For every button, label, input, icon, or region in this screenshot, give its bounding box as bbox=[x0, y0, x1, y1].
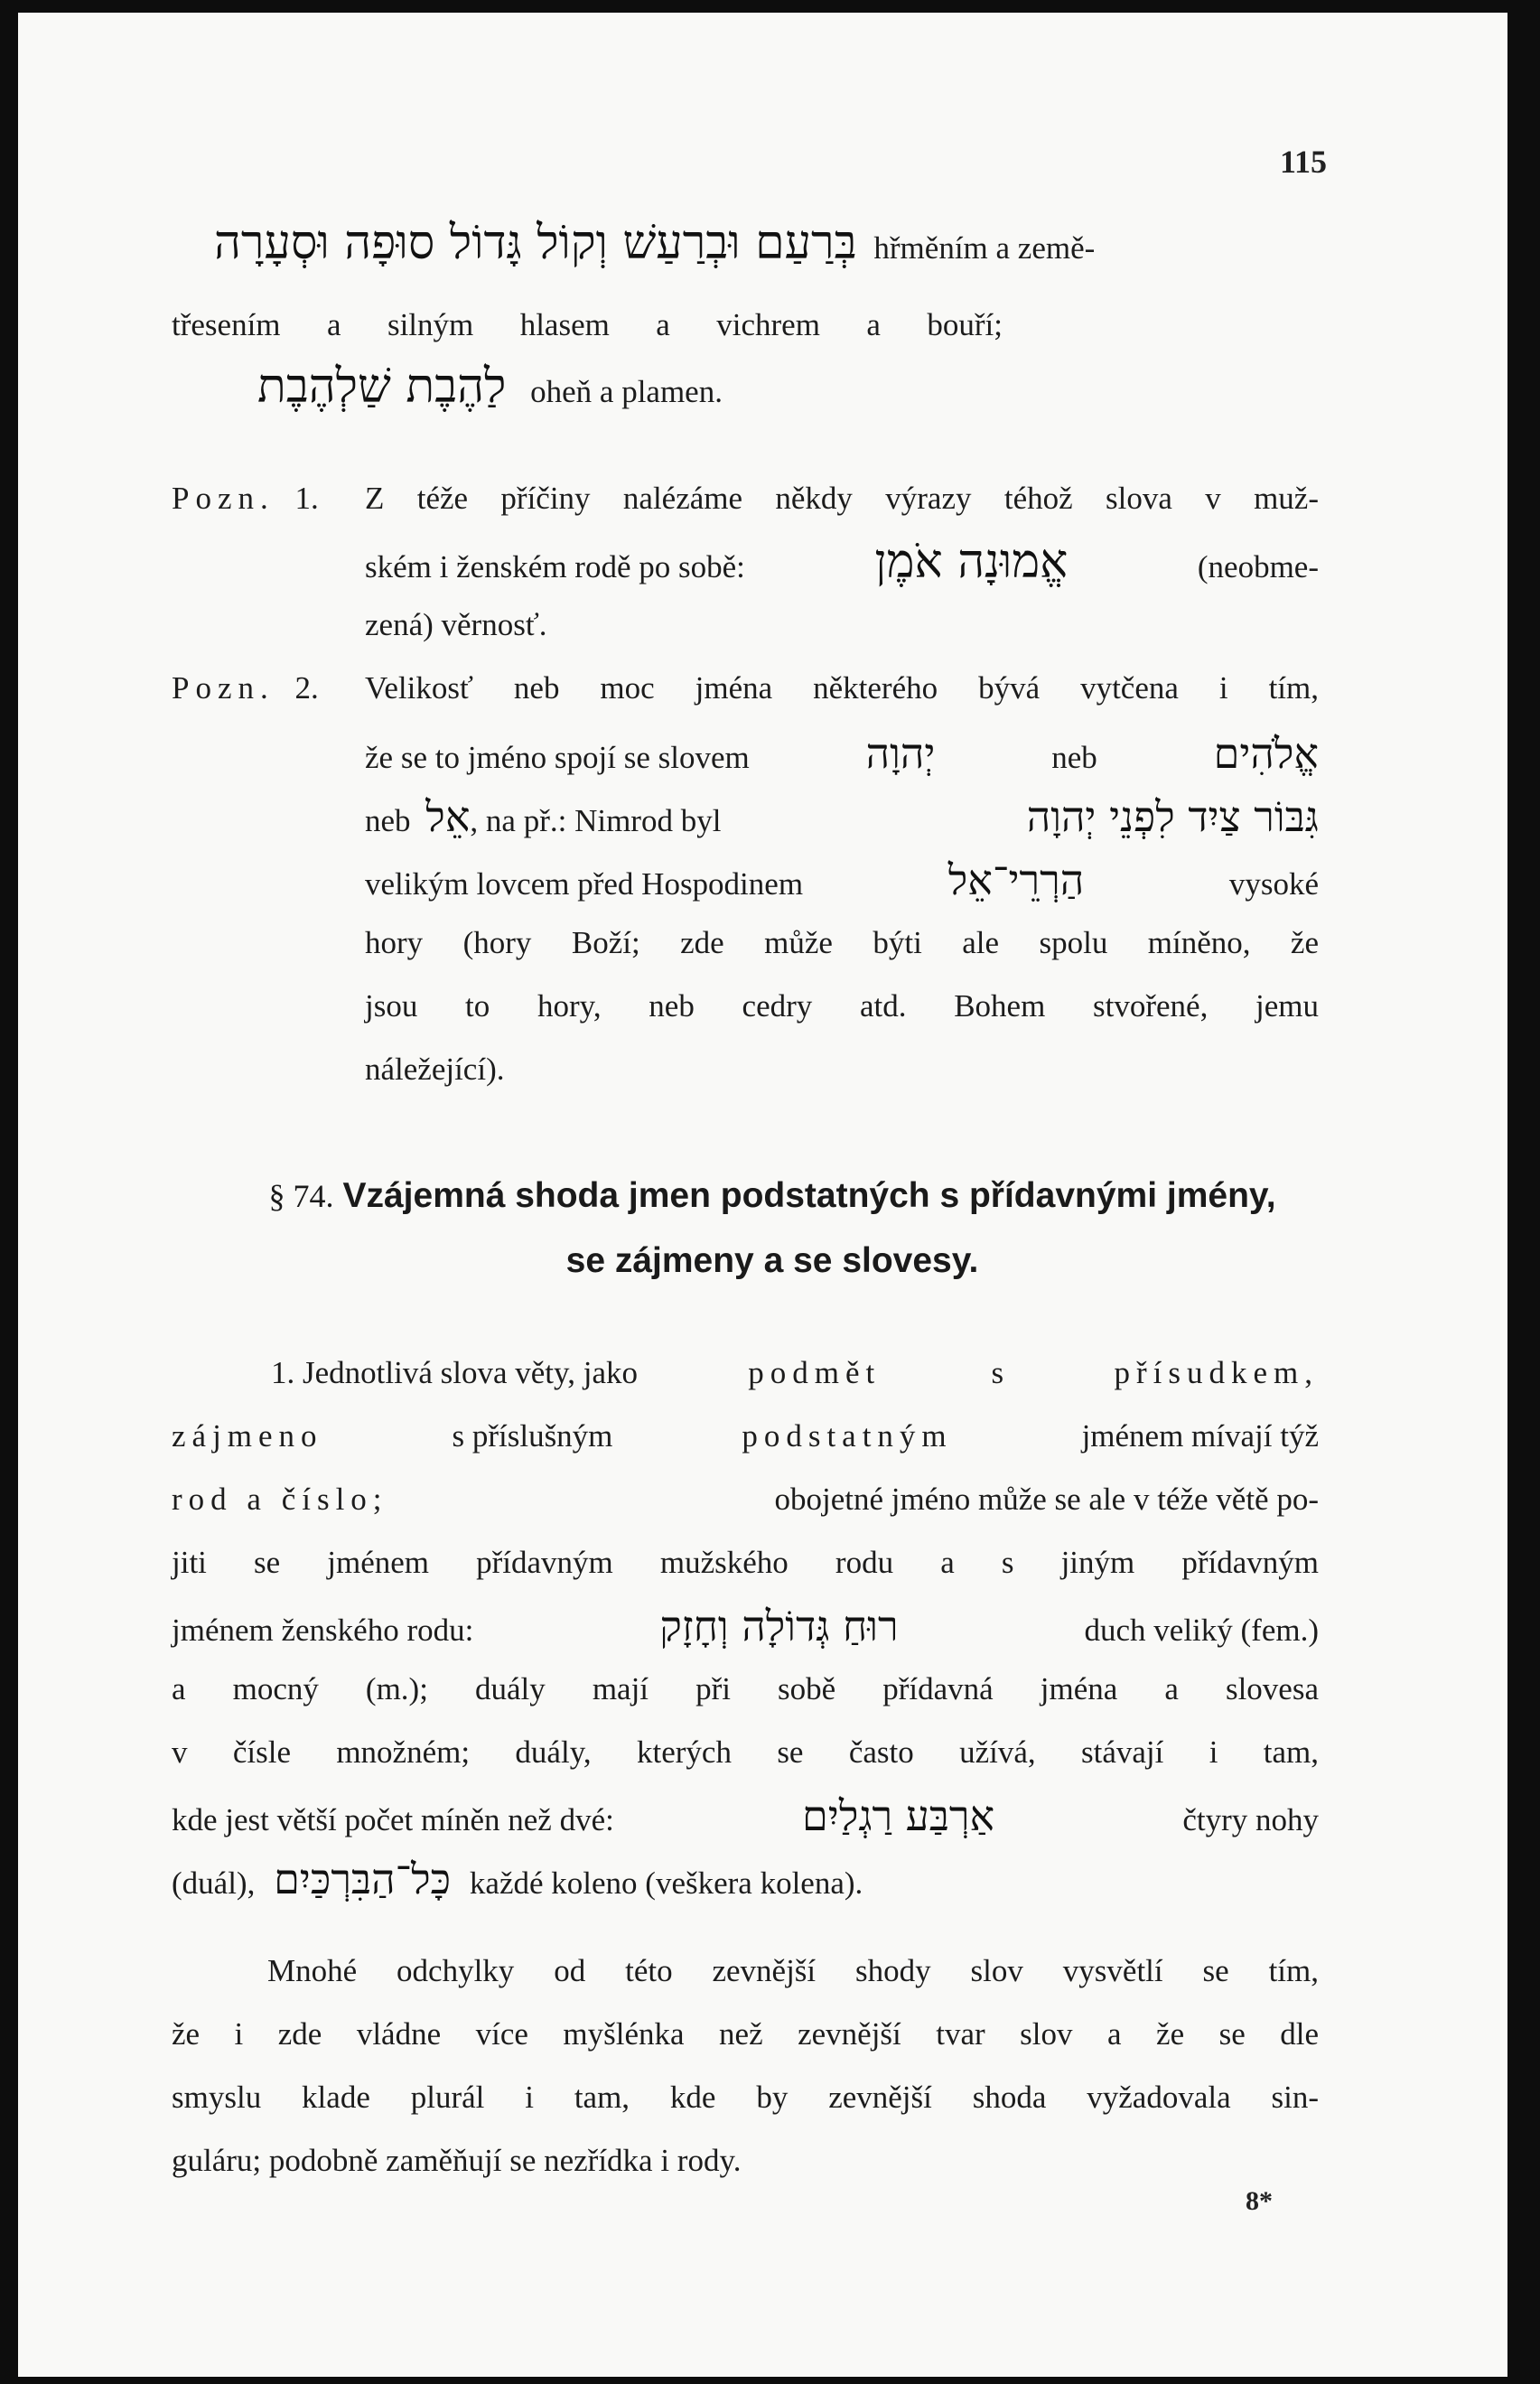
section-number: § 74. bbox=[268, 1178, 334, 1214]
para1-line-2: zájmeno s příslušným podstatným jménem mívají týž bbox=[172, 1418, 1319, 1454]
para1-line-1: 1. Jednotlivá slova věty, jako podmět s přísudkem, bbox=[271, 1355, 1319, 1390]
para2-line-1: Mnohé odchylky od této zevnější shody slov vysvětlí se tím, bbox=[267, 1953, 1319, 1988]
para1-line-6: a mocný (m.); duály mají při sobě přídavná jména a slovesa bbox=[172, 1671, 1319, 1706]
page-number: 115 bbox=[1279, 144, 1327, 180]
note2-line-3: neb אֵל, na př.: Nimrod byl גִּבּוֹר צַיִד לִפְנֵי יְהוָה bbox=[365, 792, 1319, 841]
hebrew-word: הַרְרֵי־אֵל bbox=[947, 855, 1085, 904]
para1-line-4: jiti se jménem přídavným mužského rodu a s jiným přídavným bbox=[172, 1545, 1319, 1580]
note1-line-3: zená) věrnosť. bbox=[365, 607, 547, 642]
hebrew-phrase: רוּחַ גְּדוֹלָה וְחָזָק bbox=[659, 1602, 899, 1650]
czech-gloss: hřměním a země- bbox=[873, 230, 1096, 266]
para1-line-3: rod a číslo; obojetné jméno může se ale v téže větě po- bbox=[172, 1482, 1319, 1517]
note2-line-2: že se to jméno spojí se slovem יְהוָה neb אֱלֹהִים bbox=[365, 729, 1319, 778]
hebrew-phrase: כָּל־הַבִּרְכַּיִם bbox=[274, 1855, 452, 1903]
note1-line-1: Z téže příčiny nalézáme někdy výrazy téhož slova v muž- bbox=[365, 481, 1319, 516]
note2-line-7: náležející). bbox=[365, 1052, 505, 1087]
para2-line-4: guláru; podobně zaměňují se nezřídka i rody. bbox=[172, 2143, 742, 2178]
scan-border-right bbox=[1507, 0, 1540, 2384]
scan-border-left bbox=[0, 0, 18, 2384]
scan-border-top bbox=[0, 0, 1540, 13]
section-heading bbox=[190, 1173, 1355, 1220]
czech-gloss: oheň a plamen. bbox=[530, 374, 723, 409]
example-line-3 bbox=[257, 360, 723, 416]
hebrew-phrase: גִּבּוֹר צַיִד לִפְנֵי יְהוָה bbox=[1026, 792, 1319, 841]
hebrew-word: יְהוָה bbox=[865, 729, 936, 778]
para2-line-2: že i zde vládne více myšlénka než zevnější tvar slov a že se dle bbox=[172, 2016, 1319, 2052]
para1-line-8: kde jest větší počet míněn než dvé: אַרְבַּע רַגְלַיִם čtyry nohy bbox=[172, 1791, 1319, 1840]
note1-line-2: ském i ženském rodě po sobě: אֱמוּנָה אֹמֶן (neobme- bbox=[365, 535, 1319, 589]
note2-line-4: velikým lovcem před Hospodinem הַרְרֵי־אֵל vysoké bbox=[365, 855, 1319, 904]
para1-line-7: v čísle množném; duály, kterých se často užívá, stávají i tam, bbox=[172, 1734, 1319, 1770]
example-line-1 bbox=[214, 216, 1096, 272]
hebrew-phrase: לַהֶבֶת שַׁלְהֶבֶת bbox=[257, 360, 507, 414]
note1-label: Pozn. 1. bbox=[172, 481, 319, 516]
scan-border-bottom bbox=[0, 2377, 1540, 2384]
note2-label: Pozn. 2. bbox=[172, 670, 319, 706]
note2-line-1: Velikosť neb moc jména některého bývá vytčena i tím, bbox=[365, 670, 1319, 706]
hebrew-phrase: בְּרַעַם וּבְרַעַשׁ וְקוֹל גָּדוֹל סוּפָה וּסְעָרָה bbox=[214, 216, 857, 270]
hebrew-word: אֵל bbox=[425, 792, 471, 841]
example-line-2: třesením a silným hlasem a vichrem a bouří; bbox=[172, 307, 1003, 342]
para2-line-3: smyslu klade plurál i tam, kde by zevnější shoda vyžadovala sin- bbox=[172, 2080, 1319, 2115]
para1-line-5: jménem ženského rodu: רוּחַ גְּדוֹלָה וְחָזָק duch veliký (fem.) bbox=[172, 1602, 1319, 1650]
note2-line-5: hory (hory Boží; zde může býti ale spolu míněno, že bbox=[365, 925, 1319, 960]
hebrew-phrase: אַרְבַּע רַגְלַיִם bbox=[802, 1791, 995, 1840]
printer-signature-mark: 8* bbox=[1246, 2186, 1273, 2216]
hebrew-word: אֱלֹהִים bbox=[1213, 729, 1319, 778]
para1-line-9: (duál), כָּל־הַבִּרְכַּיִם každé koleno (veškera kolena). bbox=[172, 1855, 863, 1903]
section-title-line-1: Vzájemná shoda jmen podstatných s přídavnými jmény, bbox=[342, 1176, 1276, 1215]
section-title-line-2: se zájmeny a se slovesy. bbox=[565, 1241, 979, 1280]
note2-line-6: jsou to hory, neb cedry atd. Bohem stvořené, jemu bbox=[365, 988, 1319, 1024]
hebrew-phrase: אֱמוּנָה אֹמֶן bbox=[874, 535, 1069, 589]
